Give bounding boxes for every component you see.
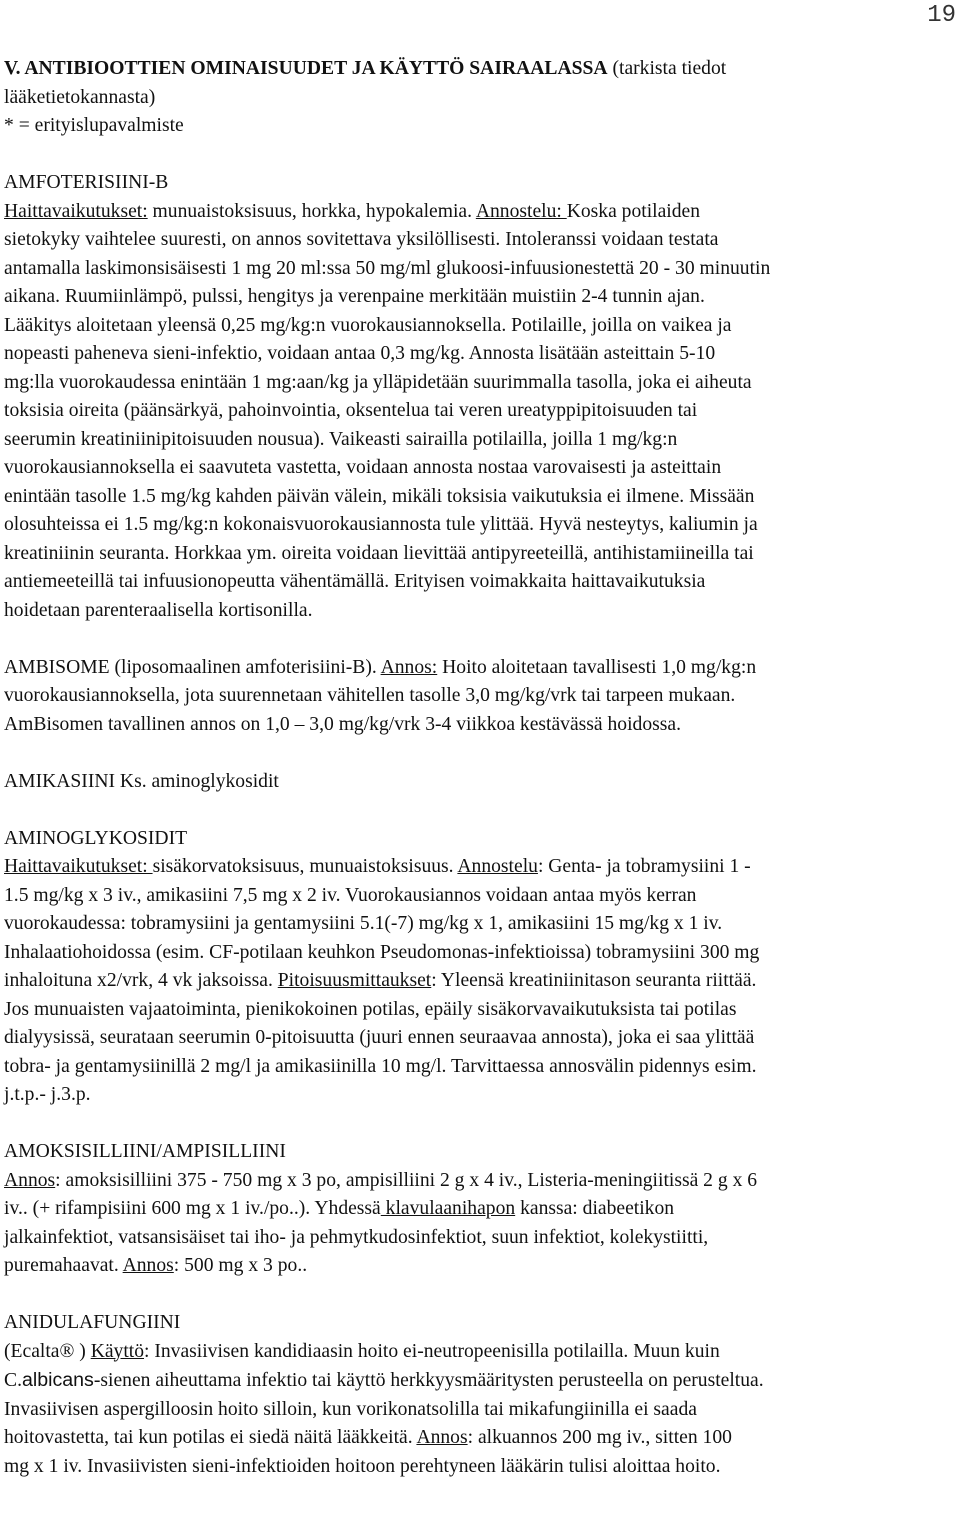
- label-pitoisuusmittaukset: Pitoisuusmittaukset: [277, 970, 432, 991]
- section-ambisome: [4, 654, 956, 740]
- paragraph-line: seerumin kreatiniinipitoisuuden nousua). Vaikeasti sairailla potilailla, joilla 1 mg/kg:n: [4, 428, 678, 450]
- label-annos: Annos: [4, 1169, 56, 1191]
- paragraph-line: Annos: amoksisilliini 375 - 750 mg x 3 po, ampisilliini 2 g x 4 iv., Listeria-meningiitissä 2 g x 6: [4, 1169, 758, 1191]
- label-haittavaikutukset: Haittavaikutukset:: [4, 856, 153, 877]
- paragraph-line: mg:lla vuorokaudessa enintään 1 mg:aan/kg ja ylläpidetään suurimmalla tasolla, joka ei aiheuta: [4, 371, 752, 393]
- paragraph-line: hoitovastetta, tai kun potilas ei siedä näitä lääkkeitä. Annos: alkuannos 200 mg iv., sitten 100: [4, 1427, 732, 1448]
- paragraph-line: dialyysissä, seurataan seerumin 0-pitoisuutta (juuri ennen seuraavaa annosta), joka ei saa ylittää: [4, 1027, 755, 1048]
- species-name: albicans: [21, 1369, 94, 1391]
- chapter-header: [4, 55, 956, 141]
- paragraph-line: nopeasti paheneva sieni-infektio, voidaan antaa 0,3 mg/kg. Annosta lisätään asteittain 5-10: [4, 343, 716, 364]
- paragraph-line: 1.5 mg/kg x 3 iv., amikasiini 7,5 mg x 2 iv. Vuorokausiannos voidaan antaa myös kerran: [4, 884, 697, 906]
- section-aminoglykosidit: [4, 825, 956, 1110]
- paragraph-line: vuorokaudessa: tobramysiini ja gentamysiini 5.1(-7) mg/kg x 1, amikasiini 15 mg/kg x 1 iv.: [4, 913, 723, 934]
- paragraph-line: inhaloituna x2/vrk, 4 vk jaksoissa. Pitoisuusmittaukset: Yleensä kreatiniinitason seuranta riittää.: [4, 970, 757, 991]
- section-amoksisilliini: [4, 1138, 956, 1281]
- drug-heading: AMIKASIINI Ks. aminoglykosidit: [4, 770, 279, 792]
- paragraph-line: Haittavaikutukset: sisäkorvatoksisuus, munuaistoksisuus. Annostelu: Genta- ja tobramysiini 1 -: [4, 856, 751, 877]
- drug-heading: AMOKSISILLIINI/AMPISILLIINI: [4, 1141, 286, 1162]
- section-amfoterisiini: [4, 169, 956, 625]
- drug-heading: AMFOTERISIINI-B: [4, 172, 169, 193]
- paragraph-line: j.t.p.- j.3.p.: [4, 1084, 91, 1105]
- paragraph-line: Invasiivisen aspergilloosin hoito silloin, kun vorikonatsolilla tai mikafungiinilla ei saada: [4, 1398, 697, 1420]
- label-haittavaikutukset: Haittavaikutukset:: [4, 200, 148, 222]
- paragraph-line: vuorokausiannoksella ei saavuteta vastetta, voidaan annosta nostaa varovaisesti ja asteittain: [4, 457, 722, 478]
- paragraph-line: sietokyky vaihtelee suuresti, on annos sovitettava yksilöllisesti. Intoleranssi voidaan testata: [4, 229, 719, 250]
- paragraph-line: toksisia oireita (päänsärkyä, pahoinvointia, oksentelua tai veren ureatyppipitoisuuden tai: [4, 400, 698, 421]
- paragraph-line: Jos munuaisten vajaatoiminta, pienikokoinen potilas, epäily sisäkorvavaikutuksista tai potilas: [4, 998, 737, 1020]
- drug-heading: ANIDULAFUNGIINI: [4, 1312, 181, 1333]
- chapter-title: V. ANTIBIOOTTIEN OMINAISUUDET JA KÄYTTÖ SAIRAALASSA: [4, 58, 608, 79]
- paragraph-line: olosuhteissa ei 1.5 mg/kg:n kokonaisvuorokausiannosta tule ylittää. Hyvä nesteytys, kaliumin ja: [4, 514, 758, 535]
- paragraph-line: aikana. Ruumiinlämpö, pulssi, hengitys ja verenpaine merkitään muistiin 2-4 tunnin ajan.: [4, 286, 705, 307]
- paragraph-line: kreatiniinin seuranta. Horkkaa ym. oireita voidaan lievittää antipyreeteillä, antihistamiineilla tai: [4, 542, 754, 564]
- label-kaytto: Käyttö: [90, 1340, 145, 1362]
- section-amikasiini: [4, 768, 956, 797]
- paragraph-line: mg x 1 iv. Invasiivisten sieni-infektioiden hoitoon perehtyneen lääkärin tulisi aloittaa hoito.: [4, 1455, 721, 1477]
- label-klavulaanihappo: klavulaanihapon: [380, 1198, 516, 1219]
- paragraph-line: Inhalaatiohoidossa (esim. CF-potilaan keuhkon Pseudomonas-infektioissa) tobramysiini 300 mg: [4, 941, 760, 963]
- paragraph-line: antamalla laskimonsisäisesti 1 mg 20 ml:ssa 50 mg/ml glukoosi-infuusionestettä 20 - 30 minuutin: [4, 257, 771, 279]
- paragraph-line: enintään tasolle 1.5 mg/kg kahden päivän välein, mikäli toksisia vaikutuksia ei ilmene. Missään: [4, 485, 755, 507]
- paragraph-line: Haittavaikutukset: munuaistoksisuus, horkka, hypokalemia. Annostelu: Koska potilaiden: [4, 200, 701, 222]
- label-annos: Annos:: [380, 656, 438, 678]
- document-body: [4, 55, 956, 1481]
- paragraph-line: iv.. (+ rifampisiini 600 mg x 1 iv./po..). Yhdessä klavulaanihapon kanssa: diabeetikon: [4, 1198, 675, 1219]
- chapter-title-line: [4, 55, 956, 84]
- paragraph-line: AMBISOME (liposomaalinen amfoterisiini-B). Annos: Hoito aloitetaan tavallisesti 1,0 mg/kg:n: [4, 656, 757, 678]
- label-annos: Annos: [122, 1255, 174, 1276]
- paragraph-line: AmBisomen tavallinen annos on 1,0 – 3,0 mg/kg/vrk 3-4 viikkoa kestävässä hoidossa.: [4, 713, 681, 735]
- paragraph-line: antiemeeteillä tai infuusionopeutta vähentämällä. Erityisen voimakkaita haittavaikutuksia: [4, 571, 706, 592]
- drug-heading: AMBISOME (liposomaalinen amfoterisiini-B).: [4, 656, 381, 678]
- paragraph-line: puremahaavat. Annos: 500 mg x 3 po..: [4, 1255, 308, 1276]
- drug-heading: AMINOGLYKOSIDIT: [4, 827, 188, 849]
- chapter-title-note-cont: lääketietokannasta): [4, 86, 156, 108]
- paragraph-line: jalkainfektiot, vatsansisäiset tai iho- ja pehmytkudosinfektiot, suun infektiot, kolekystiitti,: [4, 1226, 709, 1248]
- label-annostelu: Annostelu:: [475, 200, 567, 222]
- paragraph-line: tobra- ja gentamysiinillä 2 mg/l ja amikasiinilla 10 mg/l. Tarvittaessa annosvälin pidennys esim.: [4, 1055, 757, 1077]
- chapter-title-note: (tarkista tiedot: [607, 58, 727, 79]
- label-annostelu: Annostelu: [457, 856, 538, 877]
- paragraph-line: Lääkitys aloitetaan yleensä 0,25 mg/kg:n vuorokausiannoksella. Potilaille, joilla on vaikea ja: [4, 314, 732, 336]
- paragraph-line: C.albicans-sienen aiheuttama infektio tai käyttö herkkyysmääritysten perusteella on perusteltua.: [4, 1369, 764, 1391]
- section-anidulafungiini: [4, 1309, 956, 1481]
- paragraph-line: vuorokausiannoksella, jota suurennetaan vähitellen tasolle 3,0 mg/kg/vrk tai tarpeen mukaan.: [4, 685, 736, 706]
- legend-line: * = erityislupavalmiste: [4, 115, 184, 136]
- paragraph-line: hoidetaan parenteraalisella kortisonilla.: [4, 599, 313, 621]
- paragraph-line: (Ecalta® ) Käyttö: Invasiivisen kandidiaasin hoito ei-neutropeenisilla potilailla. Muun kuin: [4, 1340, 720, 1362]
- label-annos: Annos: [416, 1427, 468, 1448]
- page-number: 19: [927, 2, 956, 29]
